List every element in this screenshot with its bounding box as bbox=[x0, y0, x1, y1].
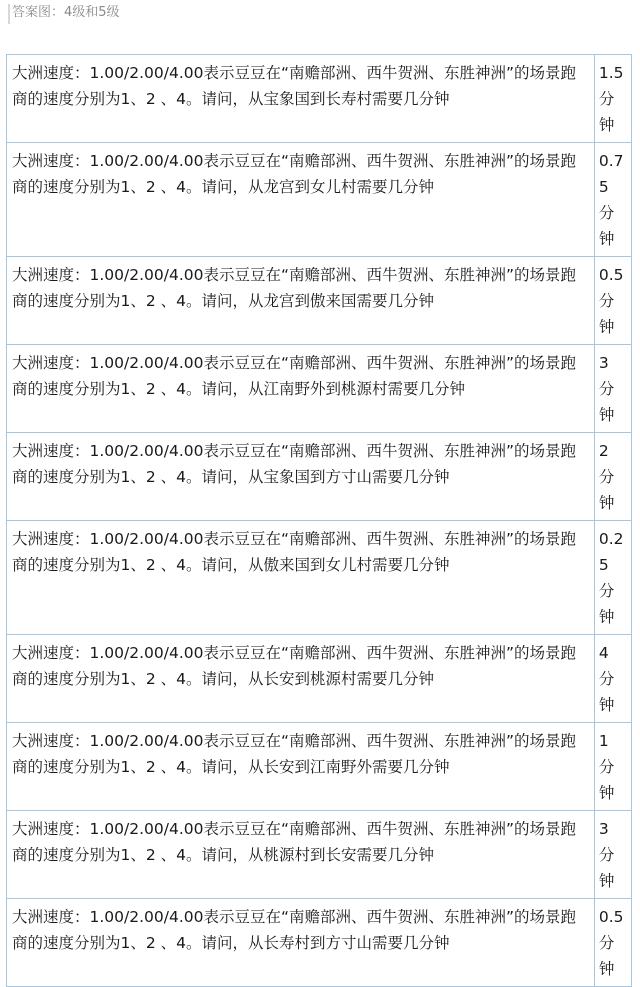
answer-cell bbox=[594, 143, 631, 257]
question-text: 大洲速度：1.00/2.00/4.00表示豆豆在“南赡部洲、西牛贺洲、东胜神洲”的场景跑商的速度分别为1、2 、4。请问，从傲来国到女儿村需要几分钟 bbox=[12, 530, 577, 574]
question-text: 大洲速度：1.00/2.00/4.00表示豆豆在“南赡部洲、西牛贺洲、东胜神洲”的场景跑商的速度分别为1、2 、4。请问，从龙宫到傲来国需要几分钟 bbox=[12, 266, 577, 310]
question-cell bbox=[7, 433, 595, 521]
question-text: 大洲速度：1.00/2.00/4.00表示豆豆在“南赡部洲、西牛贺洲、东胜神洲”的场景跑商的速度分别为1、2 、4。请问，从桃源村到长安需要几分钟 bbox=[12, 820, 577, 864]
answer-text: 4 分钟 bbox=[598, 644, 615, 714]
table-row bbox=[7, 345, 632, 433]
table-row bbox=[7, 143, 632, 257]
table-row bbox=[7, 723, 632, 811]
answer-text: 1 分钟 bbox=[598, 732, 615, 802]
question-text: 大洲速度：1.00/2.00/4.00表示豆豆在“南赡部洲、西牛贺洲、东胜神洲”的场景跑商的速度分别为1、2 、4。请问，从长安到桃源村需要几分钟 bbox=[12, 644, 577, 688]
table-row bbox=[7, 521, 632, 635]
answer-image-caption: 答案图：4级和5级 bbox=[8, 4, 120, 24]
answer-cell bbox=[594, 635, 631, 723]
answer-cell bbox=[594, 257, 631, 345]
answer-cell bbox=[594, 521, 631, 635]
answer-cell bbox=[594, 811, 631, 899]
question-text: 大洲速度：1.00/2.00/4.00表示豆豆在“南赡部洲、西牛贺洲、东胜神洲”的场景跑商的速度分别为1、2 、4。请问，从长寿村到方寸山需要几分钟 bbox=[12, 908, 577, 952]
answer-text: 0.75 分钟 bbox=[598, 152, 624, 248]
table-row bbox=[7, 433, 632, 521]
answer-text: 0.5分钟 bbox=[598, 908, 624, 978]
question-cell bbox=[7, 811, 595, 899]
question-text: 大洲速度：1.00/2.00/4.00表示豆豆在“南赡部洲、西牛贺洲、东胜神洲”的场景跑商的速度分别为1、2 、4。请问，从宝象国到方寸山需要几分钟 bbox=[12, 442, 577, 486]
answer-cell bbox=[594, 55, 631, 143]
question-text: 大洲速度：1.00/2.00/4.00表示豆豆在“南赡部洲、西牛贺洲、东胜神洲”的场景跑商的速度分别为1、2 、4。请问，从龙宫到女儿村需要几分钟 bbox=[12, 152, 577, 196]
table-row bbox=[7, 635, 632, 723]
question-cell bbox=[7, 257, 595, 345]
answer-text: 0.25 分钟 bbox=[598, 530, 624, 626]
table-row bbox=[7, 55, 632, 143]
answer-cell bbox=[594, 433, 631, 521]
answer-cell bbox=[594, 899, 631, 987]
question-cell bbox=[7, 723, 595, 811]
answer-text: 3 分钟 bbox=[598, 820, 615, 890]
question-cell bbox=[7, 143, 595, 257]
question-text: 大洲速度：1.00/2.00/4.00表示豆豆在“南赡部洲、西牛贺洲、东胜神洲”的场景跑商的速度分别为1、2 、4。请问，从江南野外到桃源村需要几分钟 bbox=[12, 354, 577, 398]
question-text: 大洲速度：1.00/2.00/4.00表示豆豆在“南赡部洲、西牛贺洲、东胜神洲”的场景跑商的速度分别为1、2 、4。请问，从长安到江南野外需要几分钟 bbox=[12, 732, 577, 776]
answer-text: 3 分钟 bbox=[598, 354, 615, 424]
table-row bbox=[7, 811, 632, 899]
table-row bbox=[7, 899, 632, 987]
question-cell bbox=[7, 635, 595, 723]
table-row bbox=[7, 257, 632, 345]
answer-text: 1.5分钟 bbox=[598, 64, 624, 134]
question-cell bbox=[7, 521, 595, 635]
answer-text: 0.5分钟 bbox=[598, 266, 624, 336]
answer-table bbox=[6, 54, 632, 987]
question-text: 大洲速度：1.00/2.00/4.00表示豆豆在“南赡部洲、西牛贺洲、东胜神洲”的场景跑商的速度分别为1、2 、4。请问，从宝象国到长寿村需要几分钟 bbox=[12, 64, 577, 108]
answer-text: 2 分钟 bbox=[598, 442, 615, 512]
answer-cell bbox=[594, 345, 631, 433]
question-cell bbox=[7, 899, 595, 987]
answer-cell bbox=[594, 723, 631, 811]
question-cell bbox=[7, 55, 595, 143]
question-cell bbox=[7, 345, 595, 433]
